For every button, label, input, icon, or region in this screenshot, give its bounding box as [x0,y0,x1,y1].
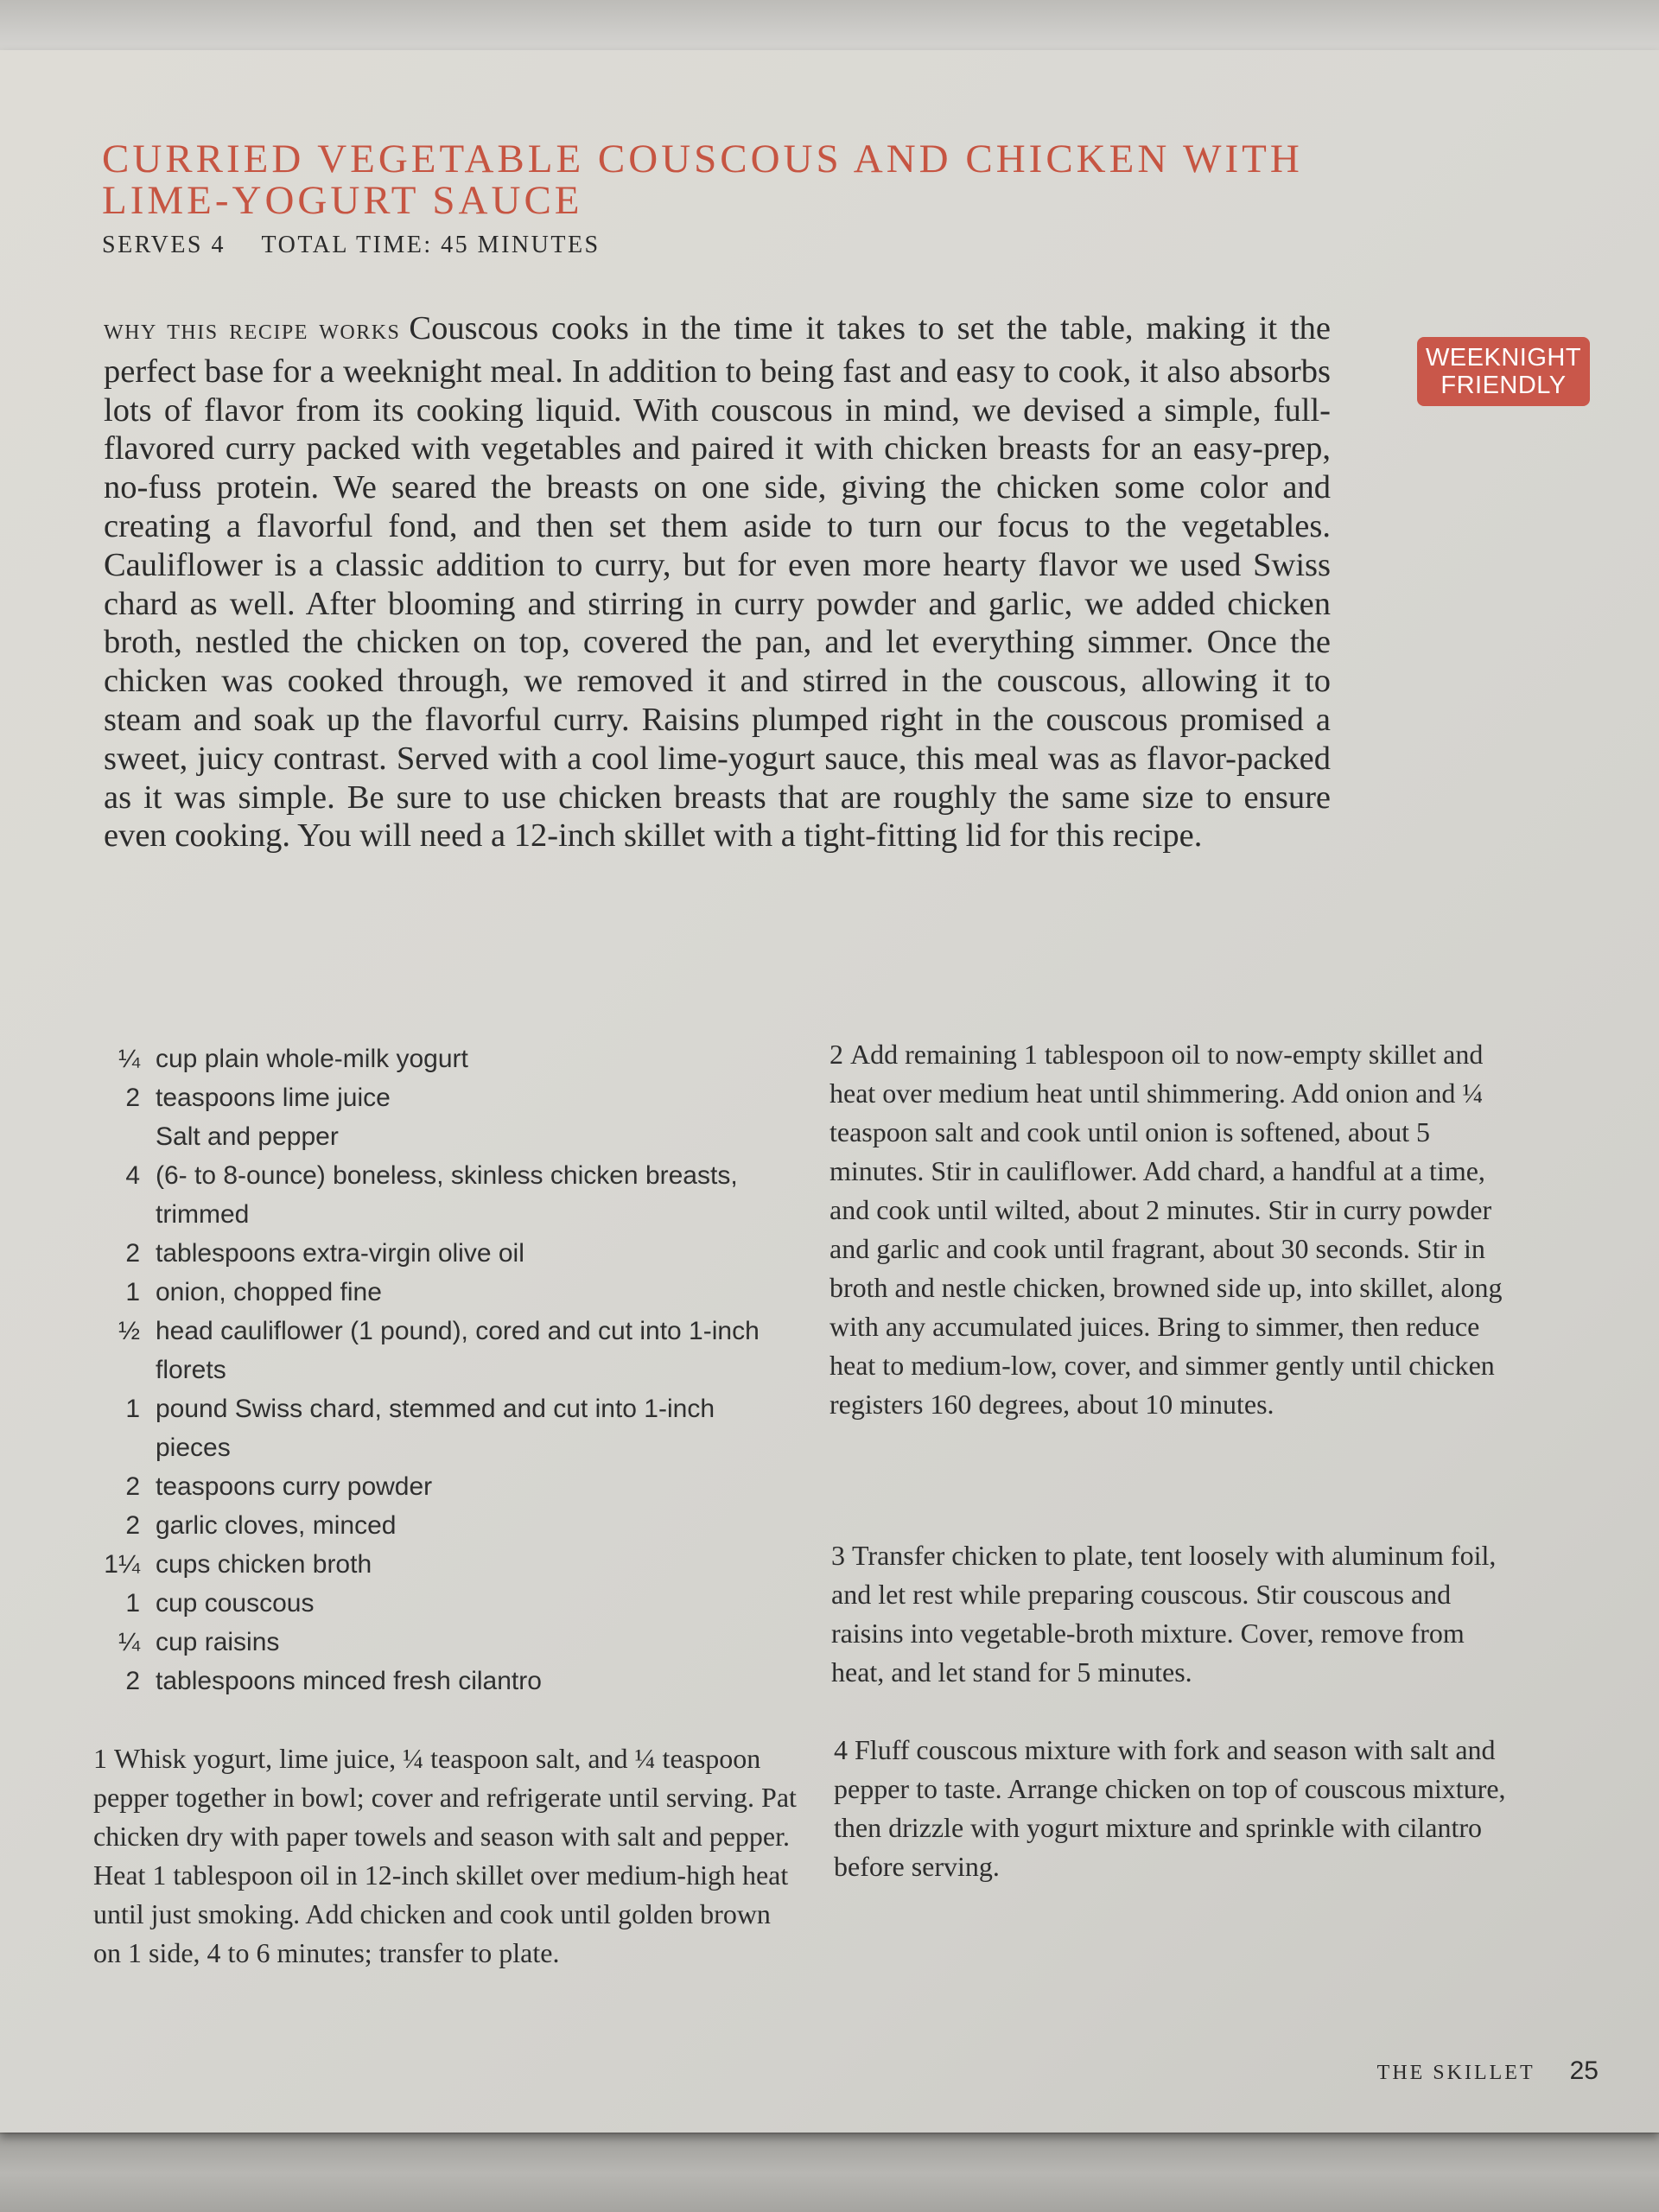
step-1 [93,1739,802,1973]
ingredient-item [86,1662,795,1700]
step-2 [830,1035,1503,1424]
step-text: Fluff couscous mixture with fork and season with salt and pepper to taste. Arrange chicken on top of couscous mixture, then drizzle with yogurt mixture and sprinkle with cilantro before serving. [834,1734,1506,1882]
ingredient-item [86,1623,795,1662]
ingredient-item [86,1156,795,1234]
step-number: 3 [831,1540,845,1571]
ingredient-item [86,1467,795,1506]
ingredient-text: cups chicken broth [156,1550,372,1579]
ingredient-qty: 2 [125,1084,140,1112]
ingredient-text: Salt and pepper [156,1122,339,1151]
ingredient-qty: 2 [125,1239,140,1268]
ingredient-qty: ¼ [118,1045,140,1073]
ingredient-qty: 1¼ [104,1550,140,1579]
step-text: Transfer chicken to plate, tent loosely with aluminum foil, and let rest while preparing couscous. Stir couscous and raisins into vegetable-broth mixture. Cover, remove from heat, and let stand for 5 minutes. [831,1540,1497,1688]
ingredient-text: (6- to 8-ounce) boneless, skinless chicken breasts, trimmed [156,1161,738,1229]
ingredient-list [86,1039,795,1700]
ingredient-qty: 2 [125,1472,140,1501]
intro-label: WHY THIS RECIPE WORKS [104,321,401,344]
recipe-title: CURRIED VEGETABLE COUSCOUS AND CHICKEN WITH LIME-YOGURT SAUCE [102,137,1303,223]
ingredient-qty: 1 [125,1395,140,1423]
recipe-intro [104,309,1331,855]
ingredient-text: tablespoons minced fresh cilantro [156,1667,542,1695]
ingredient-item [86,1117,795,1156]
ingredient-text: cup plain whole-milk yogurt [156,1045,468,1073]
countertop-bottom [0,2134,1659,2212]
ingredient-text: garlic cloves, minced [156,1511,397,1540]
ingredient-qty: 2 [125,1511,140,1540]
ingredient-text: teaspoons curry powder [156,1472,433,1501]
ingredient-item [86,1039,795,1078]
ingredient-item [86,1506,795,1545]
step-3 [831,1536,1514,1692]
total-time-label: TOTAL TIME: 45 MINUTES [261,232,601,258]
intro-text: Couscous cooks in the time it takes to set the table, making it the perfect base for a weeknight meal. In addition to being fast and easy to cook, it also absorbs lots of flavor from its cooking liquid. With couscous in mind, we devised a simple, full-flavored curry packed with vegetables and paired it with chicken breasts for an easy-prep, no-fuss protein. We seared the breasts on one side, giving the chicken some color and creating a flavorful fond, and then set them aside to turn our focus to the vegetables. Cauliflower is a classic addition to curry, but for even more hearty flavor we used Swiss chard as well. After blooming and stirring in curry powder and garlic, we added chicken broth, nestled the chicken on top, covered the pan, and let everything simmer. Once the chicken was cooked through, we removed it and stirred in the couscous, allowing it to steam and soak up the flavorful curry. Raisins plumped right in the couscous promised a sweet, juicy contrast. Served with a cool lime-yogurt sauce, this meal was as flavor-packed as it was simple. Be sure to use chicken breasts that are roughly the same size to ensure even cooking. You will need a 12-inch skillet with a tight-fitting lid for this recipe. [104,310,1331,855]
ingredient-text: tablespoons extra-virgin olive oil [156,1239,524,1268]
ingredient-text: teaspoons lime juice [156,1084,391,1112]
ingredient-qty: 2 [125,1667,140,1695]
footer-section-title: THE SKILLET [1376,2062,1535,2084]
weeknight-friendly-badge: WEEKNIGHT FRIENDLY [1417,337,1590,406]
ingredient-text: head cauliflower (1 pound), cored and cut into 1-inch florets [156,1317,760,1384]
step-text: Add remaining 1 tablespoon oil to now-empty skillet and heat over medium heat until shimmering. Add onion and ¼ teaspoon salt and cook until onion is softened, about 5 minutes. Stir in cauliflower. Add chard, a handful at a time, and cook until wilted, about 2 minutes. Stir in curry powder and garlic and cook until fragrant, about 30 seconds. Stir in broth and nestle chicken, browned side up, into skillet, along with any accumulated juices. Bring to simmer, then reduce heat to medium-low, cover, and simmer gently until chicken registers 160 degrees, about 10 minutes. [830,1039,1503,1420]
ingredient-qty: 1 [125,1589,140,1618]
ingredient-text: onion, chopped fine [156,1278,382,1306]
step-number: 2 [830,1039,843,1070]
book-page [0,50,1659,2133]
ingredient-item [86,1545,795,1584]
ingredient-qty: ¼ [118,1628,140,1656]
step-number: 4 [834,1734,848,1765]
ingredient-item [86,1078,795,1117]
ingredient-text: cup couscous [156,1589,315,1618]
step-number: 1 [93,1743,107,1774]
ingredient-item [86,1389,795,1467]
page-footer [1348,2056,1599,2086]
ingredient-item [86,1234,795,1273]
ingredient-qty: 1 [125,1278,140,1306]
ingredient-item [86,1273,795,1312]
page-number: 25 [1569,2056,1599,2085]
recipe-meta [102,232,966,259]
step-4 [834,1731,1508,1886]
ingredient-qty: 4 [125,1161,140,1190]
ingredient-text: pound Swiss chard, stemmed and cut into 1-inch pieces [156,1395,715,1462]
ingredient-item [86,1312,795,1389]
step-text: Whisk yogurt, lime juice, ¼ teaspoon salt, and ¼ teaspoon pepper together in bowl; cover and refrigerate until serving. Pat chicken dry with paper towels and season with salt and pepper. Heat 1 tablespoon oil in 12-inch skillet over medium-high heat until just smoking. Add chicken and cook until golden brown on 1 side, 4 to 6 minutes; transfer to plate. [93,1743,797,1968]
ingredient-qty: ½ [118,1317,140,1345]
serves-label: SERVES 4 [102,232,226,258]
ingredient-item [86,1584,795,1623]
ingredient-text: cup raisins [156,1628,280,1656]
